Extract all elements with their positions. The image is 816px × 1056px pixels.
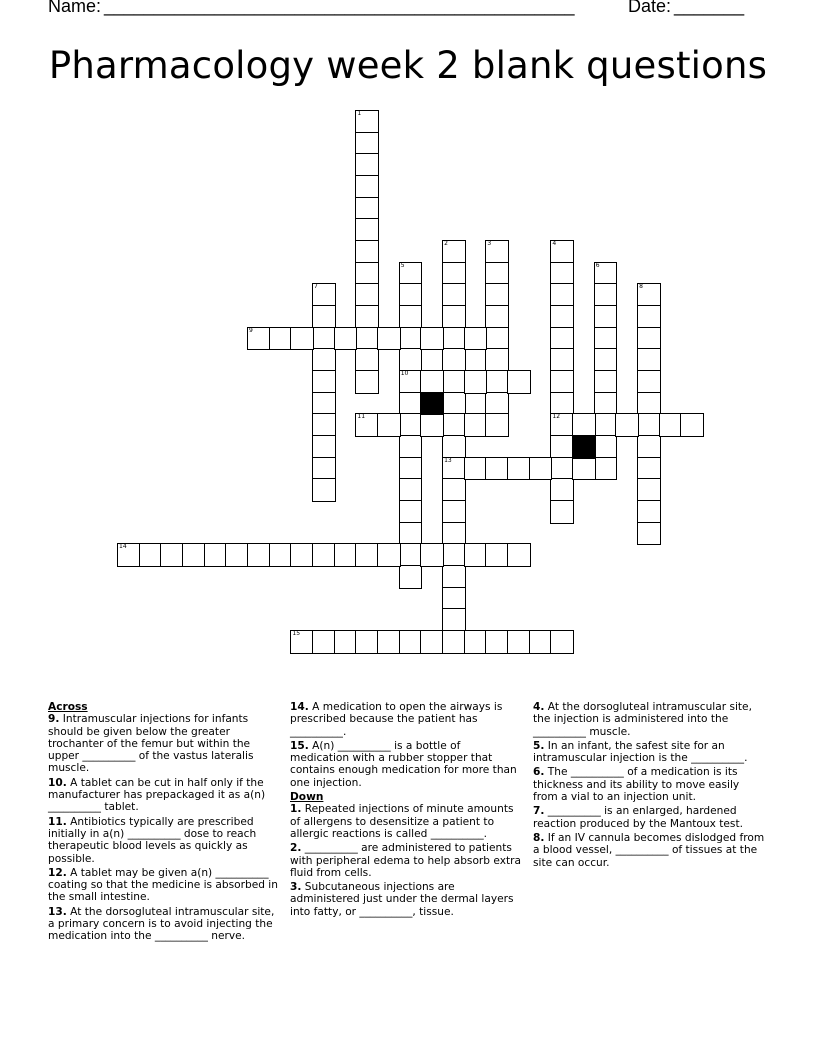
cell-number: 4 [552,240,557,247]
grid-cell[interactable] [550,478,574,502]
grid-cell[interactable] [355,197,379,221]
grid-cell[interactable] [637,327,661,351]
grid-cell[interactable] [442,392,466,416]
grid-cell[interactable] [594,435,618,459]
grid-cell[interactable] [550,435,574,459]
grid-cell[interactable] [442,565,466,589]
grid-cell[interactable] [355,132,379,156]
grid-cell[interactable] [399,327,423,351]
grid-cell[interactable] [269,327,293,351]
clue-number: 10. [48,776,67,789]
black-square [572,435,596,459]
clue-down-1 [290,803,522,840]
clue-number: 6. [533,766,545,779]
grid-cell[interactable] [637,478,661,502]
grid-cell[interactable] [290,327,314,351]
grid-cell[interactable] [377,413,401,437]
grid-cell[interactable] [312,435,336,459]
grid-cell[interactable] [399,500,423,524]
clue-number: 9. [48,713,60,726]
cell-number: 6 [595,261,600,269]
clue-number: 7. [533,805,545,818]
grid-cell[interactable] [550,413,574,437]
grid-cell[interactable] [420,413,444,437]
clue-number: 12. [48,866,67,879]
grid-cell[interactable] [485,327,509,351]
cell-number: 12 [552,413,561,421]
clue-number: 4. [533,701,545,713]
grid-cell[interactable] [572,413,596,437]
grid-cell[interactable] [182,543,206,567]
grid-cell[interactable] [637,413,661,437]
cell-number: 13 [444,456,452,464]
clue-text: The __________ of a medication is its thickness and its ability to move easily from a vial to an injection unit. [533,766,740,804]
name-label: Name: [48,0,102,16]
clue-text: A tablet can be cut in half only if the manufacturer has prepackaged it as a(n) __________ tablet. [48,776,266,814]
grid-cell[interactable] [637,370,661,394]
grid-cell[interactable] [247,327,271,351]
date-line: _______ [674,0,745,16]
grid-cell[interactable] [637,305,661,329]
grid-cell[interactable] [550,392,574,416]
grid-cell[interactable] [594,305,618,329]
grid-cell[interactable] [442,522,466,546]
grid-cell[interactable] [442,500,466,524]
grid-cell[interactable] [615,413,639,437]
clue-down-2 [290,842,522,879]
grid-cell[interactable] [442,240,466,264]
grid-cell[interactable] [550,500,574,524]
grid-cell[interactable] [442,283,466,307]
clue-number: 14. [290,701,309,713]
clue-text: A(n) __________ is a bottle of medication with a rubber stopper that contains enough medication for more than one injection. [290,739,517,789]
page-title: Pharmacology week 2 blank questions [48,44,768,87]
grid-cell[interactable] [680,413,704,437]
grid-cell[interactable] [485,457,509,481]
grid-cell[interactable] [290,630,314,654]
clue-text: If an IV cannula becomes dislodged from a blood vessel, __________ of tissues at the site can occur. [533,831,765,869]
clue-text: At the dorsogluteal intramuscular site, the injection is administered into the __________ muscle. [533,701,752,738]
grid-cell[interactable] [399,370,423,394]
grid-cell[interactable] [594,457,618,481]
grid-cell[interactable] [420,630,444,654]
grid-cell[interactable] [594,370,618,394]
grid-cell[interactable] [312,543,336,567]
grid-cell[interactable] [399,305,423,329]
grid-cell[interactable] [442,348,466,372]
grid-cell[interactable] [377,543,401,567]
grid-cell[interactable] [442,305,466,329]
clue-across-12 [48,867,280,904]
grid-cell[interactable] [420,370,444,394]
grid-cell[interactable] [334,327,358,351]
cell-number: 10 [400,370,409,377]
clue-text: Repeated injections of minute amounts of allergens to desensitize a patient to allergic reactions is called __________. [290,803,514,840]
grid-cell[interactable] [442,587,466,611]
grid-cell[interactable] [550,327,574,351]
grid-cell[interactable] [550,240,574,264]
grid-cell[interactable] [464,413,488,437]
cell-number: 15 [292,630,301,638]
clue-across-11 [48,816,280,865]
grid-cell[interactable] [355,370,379,394]
clue-number: 15. [290,739,309,752]
clue-across-13 [48,906,280,943]
grid-cell[interactable] [442,262,466,286]
cell-number: 5 [400,261,405,269]
cell-number: 2 [444,240,448,247]
grid-cell[interactable] [507,370,531,394]
clue-down-3 [290,881,522,918]
grid-cell[interactable] [485,370,509,394]
grid-cell[interactable] [312,392,336,416]
grid-cell[interactable] [334,630,358,654]
clue-text: __________ is an enlarged, hardened reaction produced by the Mantoux test. [533,805,743,830]
grid-cell[interactable] [637,283,661,307]
grid-cell[interactable] [355,305,379,329]
grid-cell[interactable] [485,543,509,567]
grid-cell[interactable] [225,543,249,567]
grid-cell[interactable] [550,348,574,372]
clue-number: 2. [290,842,302,855]
clue-down-8 [533,832,765,869]
grid-cell[interactable] [355,327,379,351]
clue-number: 13. [48,905,67,918]
grid-cell[interactable] [399,543,423,567]
grid-cell[interactable] [355,348,379,372]
grid-cell[interactable] [247,543,271,567]
grid-cell[interactable] [399,565,423,589]
grid-cell[interactable] [637,500,661,524]
grid-cell[interactable] [442,370,466,394]
grid-cell[interactable] [399,522,423,546]
grid-cell[interactable] [442,327,466,351]
clue-text: A tablet may be given a(n) __________ coating so that the medicine is absorbed in the small intestine. [48,866,278,904]
clue-number: 3. [290,881,302,894]
grid-cell[interactable] [312,413,336,437]
grid-cell[interactable] [399,348,423,372]
grid-cell[interactable] [550,630,574,654]
clue-across-9 [48,713,280,774]
grid-cell[interactable] [485,305,509,329]
clue-text: Intramuscular injections for infants should be given below the greater trochanter of the femur but within the upper __________ of the vastus lateralis muscle. [48,713,254,775]
grid-cell[interactable] [550,262,574,286]
grid-cell[interactable] [550,305,574,329]
grid-cell[interactable] [442,413,466,437]
clue-text: A medication to open the airways is prescribed because the patient has __________. [290,701,503,738]
cell-number: 3 [487,240,492,247]
grid-cell[interactable] [594,283,618,307]
grid-cell[interactable] [399,478,423,502]
grid-cell[interactable] [312,370,336,394]
grid-cell[interactable] [160,543,184,567]
grid-cell[interactable] [442,608,466,632]
grid-cell[interactable] [485,348,509,372]
grid-cell[interactable] [594,348,618,372]
grid-cell[interactable] [442,543,466,567]
grid-cell[interactable] [485,262,509,286]
grid-cell[interactable] [355,413,379,437]
grid-cell[interactable] [399,435,423,459]
grid-cell[interactable] [139,543,163,567]
grid-cell[interactable] [594,413,618,437]
black-square [420,392,444,416]
clue-text: In an infant, the safest site for an intramuscular injection is the __________. [533,739,748,765]
grid-cell[interactable] [312,283,336,307]
grid-cell[interactable] [355,543,379,567]
clue-number: 1. [290,803,302,816]
grid-cell[interactable] [312,348,336,372]
grid-cell[interactable] [355,153,379,177]
grid-cell[interactable] [399,457,423,481]
grid-cell[interactable] [355,110,379,134]
grid-cell[interactable] [464,457,488,481]
clue-number: 8. [533,831,545,844]
clue-text: At the dorsogluteal intramuscular site, a primary concern is to avoid injecting the medication into the __________ nerve. [48,905,275,943]
grid-cell[interactable] [464,327,488,351]
grid-cell[interactable] [485,630,509,654]
grid-cell[interactable] [637,522,661,546]
grid-cell[interactable] [442,435,466,459]
grid-cell[interactable] [312,305,336,329]
grid-cell[interactable] [464,370,488,394]
clue-down-7 [533,805,765,830]
grid-cell[interactable] [485,283,509,307]
grid-cell[interactable] [312,478,336,502]
grid-cell[interactable] [507,543,531,567]
grid-cell[interactable] [420,543,444,567]
grid-cell[interactable] [442,478,466,502]
grid-cell[interactable] [594,392,618,416]
clue-column-3 [533,701,765,871]
cell-number: 11 [357,413,366,421]
grid-cell[interactable] [550,370,574,394]
name-line: _______________________________________________ [104,0,575,16]
grid-cell[interactable] [399,630,423,654]
grid-cell[interactable] [269,543,293,567]
down-heading: Down [290,791,324,804]
clue-down-4 [533,701,765,738]
grid-cell[interactable] [637,435,661,459]
clue-across-15 [290,740,522,789]
grid-cell[interactable] [485,240,509,264]
grid-cell[interactable] [399,392,423,416]
cell-number: 14 [119,543,127,551]
grid-cell[interactable] [355,262,379,286]
grid-cell[interactable] [507,630,531,654]
grid-cell[interactable] [637,392,661,416]
clue-down-5 [533,740,765,765]
grid-cell[interactable] [442,630,466,654]
grid-cell[interactable] [529,630,553,654]
cell-number: 8 [639,283,643,291]
grid-cell[interactable] [355,283,379,307]
grid-cell[interactable] [355,218,379,242]
grid-cell[interactable] [594,262,618,286]
cell-number: 7 [314,283,318,291]
grid-cell[interactable] [399,283,423,307]
grid-cell[interactable] [399,262,423,286]
grid-cell[interactable] [550,457,574,481]
clue-text: __________ are administered to patients with peripheral edema to help absorb extra fluid from cells. [290,842,521,879]
grid-cell[interactable] [290,543,314,567]
grid-cell[interactable] [377,630,401,654]
clue-number: 11. [48,815,67,828]
grid-cell[interactable] [485,392,509,416]
clue-down-6 [533,766,765,803]
grid-cell[interactable] [485,413,509,437]
clue-column-2 [290,701,522,920]
grid-cell[interactable] [464,543,488,567]
across-heading: Across [48,701,88,713]
clue-text: Subcutaneous injections are administered just under the dermal layers into fatty, or __________, tissue. [290,881,514,918]
grid-cell[interactable] [204,543,228,567]
grid-cell[interactable] [334,543,358,567]
grid-cell[interactable] [312,457,336,481]
grid-cell[interactable] [594,327,618,351]
grid-cell[interactable] [312,327,336,351]
clue-column-1 [48,701,280,945]
cell-number: 1 [357,110,362,117]
grid-cell[interactable] [442,457,466,481]
grid-cell[interactable] [572,457,596,481]
grid-cell[interactable] [637,457,661,481]
cell-number: 9 [249,326,253,334]
grid-cell[interactable] [550,283,574,307]
grid-cell[interactable] [420,327,444,351]
clue-across-10 [48,777,280,814]
clue-across-14 [290,701,522,738]
grid-cell[interactable] [659,413,683,437]
grid-cell[interactable] [355,175,379,199]
grid-cell[interactable] [507,457,531,481]
grid-cell[interactable] [637,348,661,372]
grid-cell[interactable] [399,413,423,437]
grid-cell[interactable] [355,240,379,264]
grid-cell[interactable] [117,543,141,567]
grid-cell[interactable] [355,630,379,654]
grid-cell[interactable] [312,630,336,654]
grid-cell[interactable] [529,457,553,481]
clue-text: Antibiotics typically are prescribed initially in a(n) __________ dose to reach therapeutic blood levels as quickly as possible. [48,815,257,865]
grid-cell[interactable] [464,630,488,654]
date-label: Date: [628,0,672,16]
grid-cell[interactable] [377,327,401,351]
clue-number: 5. [533,739,545,752]
